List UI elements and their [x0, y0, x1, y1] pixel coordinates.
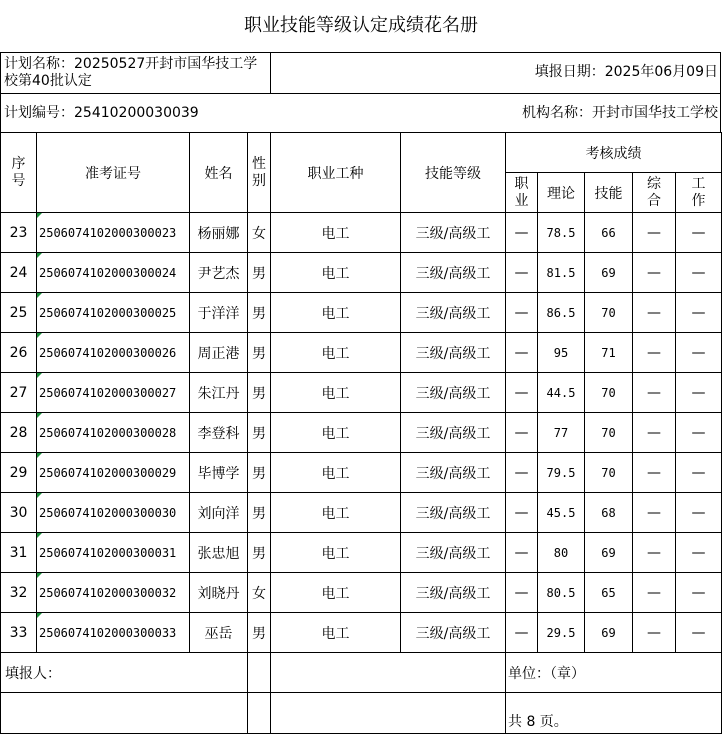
- cell-name: 尹艺杰: [190, 253, 248, 293]
- cell-level: 三级/高级工: [401, 573, 506, 613]
- cell-theory: 78.5: [538, 213, 585, 253]
- cell-gender: 男: [248, 493, 271, 533]
- cell-seq: 24: [1, 253, 37, 293]
- header-seq-text: 序号: [11, 155, 26, 189]
- cell-job: 电工: [271, 253, 401, 293]
- cell-theory: 44.5: [538, 373, 585, 413]
- cell-zonghe: —: [633, 213, 676, 253]
- cell-theory: 80.5: [538, 573, 585, 613]
- cell-theory: 81.5: [538, 253, 585, 293]
- cell-work: —: [676, 373, 722, 413]
- plan-name: 计划名称：20250527开封市国华技工学校第40批认定: [4, 56, 258, 89]
- page-count: 共 8 页。: [506, 693, 722, 734]
- cell-work: —: [676, 333, 722, 373]
- table-row: [1, 493, 722, 533]
- comment-marker-icon: [37, 613, 42, 618]
- fill-date: 填报日期：2025年06月09日: [534, 64, 718, 80]
- comment-marker-icon: [37, 493, 42, 498]
- cell-job: 电工: [271, 413, 401, 453]
- cell-name: 毕博学: [190, 453, 248, 493]
- cell-job: 电工: [271, 533, 401, 573]
- header-theory: 理论: [538, 173, 585, 213]
- cell-gender: 男: [248, 453, 271, 493]
- cell-name: 杨丽娜: [190, 213, 248, 253]
- table-row: [1, 453, 722, 493]
- cell-theory: 45.5: [538, 493, 585, 533]
- cell-gender: 男: [248, 413, 271, 453]
- cell-name: 刘晓丹: [190, 573, 248, 613]
- cell-name: 于洋洋: [190, 293, 248, 333]
- cell-job: 电工: [271, 613, 401, 653]
- cell-name: 周正港: [190, 333, 248, 373]
- cert-number-text: 2506074102000300024: [39, 265, 177, 280]
- header-zonghe: [633, 173, 676, 213]
- cert-number-text: 2506074102000300025: [39, 305, 177, 320]
- table-body: [1, 213, 722, 653]
- header-left-border: [0, 52, 1, 132]
- footer-blank-1: [248, 653, 271, 693]
- table-row: [1, 373, 722, 413]
- cell-job: 电工: [271, 493, 401, 533]
- cell-skill: 65: [585, 573, 633, 613]
- comment-marker-icon: [37, 213, 42, 218]
- footer-blank-2: [271, 653, 506, 693]
- cell-zonghe: —: [633, 253, 676, 293]
- cell-skill: 70: [585, 453, 633, 493]
- cell-job: 电工: [271, 453, 401, 493]
- cell-seq: 29: [1, 453, 37, 493]
- cell-zonghe: —: [633, 493, 676, 533]
- header-zonghe-text: 综合: [647, 175, 661, 209]
- cell-skill: 69: [585, 533, 633, 573]
- cell-level: 三级/高级工: [401, 413, 506, 453]
- cell-skill: 69: [585, 613, 633, 653]
- cell-job: 电工: [271, 293, 401, 333]
- cell-level: 三级/高级工: [401, 293, 506, 333]
- header-job: 职业工种: [271, 133, 401, 213]
- header-middle-divider: [0, 93, 721, 94]
- cert-number-text: 2506074102000300032: [39, 585, 177, 600]
- cell-seq: 23: [1, 213, 37, 253]
- header-right-border: [720, 52, 721, 132]
- cell-cert: [37, 413, 190, 453]
- comment-marker-icon: [37, 573, 42, 578]
- cell-zonghe: —: [633, 413, 676, 453]
- cell-theory: 29.5: [538, 613, 585, 653]
- cell-gender: 女: [248, 213, 271, 253]
- cell-name: 刘向洋: [190, 493, 248, 533]
- cell-cert: [37, 533, 190, 573]
- cert-number-text: 2506074102000300031: [39, 545, 177, 560]
- cell-skill: 70: [585, 373, 633, 413]
- reporter-label: 填报人：: [1, 653, 248, 693]
- cell-work: —: [676, 213, 722, 253]
- header-row-1: [1, 133, 722, 173]
- cell-skill: 71: [585, 333, 633, 373]
- cell-level: 三级/高级工: [401, 453, 506, 493]
- cell-level: 三级/高级工: [401, 493, 506, 533]
- table-row: [1, 333, 722, 373]
- cell-gender: 男: [248, 373, 271, 413]
- table-row: [1, 573, 722, 613]
- comment-marker-icon: [37, 293, 42, 298]
- cell-skill: 70: [585, 293, 633, 333]
- cell-cert: [37, 293, 190, 333]
- comment-marker-icon: [37, 253, 42, 258]
- table-row: [1, 213, 722, 253]
- cell-zonghe: —: [633, 373, 676, 413]
- cert-number-text: 2506074102000300030: [39, 505, 177, 520]
- plan-code: 计划编号：25410200030039: [4, 105, 199, 121]
- cell-seq: 30: [1, 493, 37, 533]
- cell-level: 三级/高级工: [401, 213, 506, 253]
- table-row: [1, 253, 722, 293]
- cell-skill: 70: [585, 413, 633, 453]
- cell-zhiye: —: [506, 493, 538, 533]
- cell-work: —: [676, 253, 722, 293]
- cell-zhiye: —: [506, 533, 538, 573]
- cell-work: —: [676, 413, 722, 453]
- header-top-border: [0, 52, 721, 53]
- cell-zhiye: —: [506, 613, 538, 653]
- cell-zhiye: —: [506, 453, 538, 493]
- cell-cert: [37, 213, 190, 253]
- cell-name: 李登科: [190, 413, 248, 453]
- cert-number-text: 2506074102000300028: [39, 425, 177, 440]
- cell-zhiye: —: [506, 293, 538, 333]
- page-title: 职业技能等级认定成绩花名册: [244, 15, 478, 36]
- cell-level: 三级/高级工: [401, 533, 506, 573]
- cell-seq: 27: [1, 373, 37, 413]
- cell-zhiye: —: [506, 333, 538, 373]
- cell-job: 电工: [271, 573, 401, 613]
- comment-marker-icon: [37, 453, 42, 458]
- cell-level: 三级/高级工: [401, 613, 506, 653]
- cell-zonghe: —: [633, 533, 676, 573]
- footer-row-2: [1, 693, 722, 734]
- cell-cert: [37, 613, 190, 653]
- header-cert: 准考证号: [37, 133, 190, 213]
- cell-zhiye: —: [506, 373, 538, 413]
- cell-work: —: [676, 613, 722, 653]
- plan-name-divider: [270, 52, 271, 93]
- cell-level: 三级/高级工: [401, 373, 506, 413]
- cell-zonghe: —: [633, 453, 676, 493]
- header-scores: 考核成绩: [506, 133, 722, 173]
- table-row: [1, 613, 722, 653]
- comment-marker-icon: [37, 413, 42, 418]
- cell-gender: 女: [248, 573, 271, 613]
- score-table: [0, 132, 722, 734]
- cell-zonghe: —: [633, 573, 676, 613]
- cell-cert: [37, 253, 190, 293]
- cell-name: 张忠旭: [190, 533, 248, 573]
- cell-theory: 79.5: [538, 453, 585, 493]
- comment-marker-icon: [37, 373, 42, 378]
- cell-cert: [37, 333, 190, 373]
- table-row: [1, 413, 722, 453]
- cell-theory: 80: [538, 533, 585, 573]
- cell-gender: 男: [248, 253, 271, 293]
- footer-blank-5: [271, 693, 506, 734]
- cell-cert: [37, 453, 190, 493]
- comment-marker-icon: [37, 533, 42, 538]
- cell-job: 电工: [271, 213, 401, 253]
- cell-zhiye: —: [506, 213, 538, 253]
- header-work-text: 工作: [691, 175, 706, 209]
- cert-number-text: 2506074102000300023: [39, 225, 177, 240]
- cell-zonghe: —: [633, 613, 676, 653]
- header-seq: [1, 133, 37, 213]
- cert-number-text: 2506074102000300033: [39, 625, 177, 640]
- header-gender: [248, 133, 271, 213]
- cell-level: 三级/高级工: [401, 333, 506, 373]
- cell-cert: [37, 493, 190, 533]
- org-name: 机构名称：开封市国华技工学校: [522, 105, 718, 121]
- cell-cert: [37, 573, 190, 613]
- cell-theory: 77: [538, 413, 585, 453]
- header-level: 技能等级: [401, 133, 506, 213]
- cell-zonghe: —: [633, 293, 676, 333]
- cell-skill: 69: [585, 253, 633, 293]
- cell-work: —: [676, 573, 722, 613]
- cell-work: —: [676, 453, 722, 493]
- header-name: 姓名: [190, 133, 248, 213]
- cell-work: —: [676, 293, 722, 333]
- cell-skill: 68: [585, 493, 633, 533]
- cell-name: 朱江丹: [190, 373, 248, 413]
- cell-seq: 28: [1, 413, 37, 453]
- cell-job: 电工: [271, 373, 401, 413]
- footer-blank-3: [1, 693, 248, 734]
- cell-work: —: [676, 533, 722, 573]
- cell-skill: 66: [585, 213, 633, 253]
- cell-zhiye: —: [506, 573, 538, 613]
- header-skill: 技能: [585, 173, 633, 213]
- footer-row-1: [1, 653, 722, 693]
- cell-theory: 86.5: [538, 293, 585, 333]
- comment-marker-icon: [37, 333, 42, 338]
- cell-job: 电工: [271, 333, 401, 373]
- cell-gender: 男: [248, 293, 271, 333]
- cell-seq: 25: [1, 293, 37, 333]
- cell-gender: 男: [248, 333, 271, 373]
- cert-number-text: 2506074102000300029: [39, 465, 177, 480]
- cell-seq: 26: [1, 333, 37, 373]
- unit-seal-label: 单位：（章）: [506, 653, 722, 693]
- cell-gender: 男: [248, 533, 271, 573]
- cell-level: 三级/高级工: [401, 253, 506, 293]
- table-row: [1, 293, 722, 333]
- cell-zonghe: —: [633, 333, 676, 373]
- cell-name: 巫岳: [190, 613, 248, 653]
- cell-seq: 31: [1, 533, 37, 573]
- cert-number-text: 2506074102000300027: [39, 385, 177, 400]
- cell-zhiye: —: [506, 413, 538, 453]
- cell-cert: [37, 373, 190, 413]
- cell-theory: 95: [538, 333, 585, 373]
- header-gender-text: 性别: [252, 155, 266, 189]
- header-zhiye-text: 职业: [514, 175, 529, 209]
- table-row: [1, 533, 722, 573]
- footer-blank-4: [248, 693, 271, 734]
- cell-gender: 男: [248, 613, 271, 653]
- cert-number-text: 2506074102000300026: [39, 345, 177, 360]
- header-zhiye: [506, 173, 538, 213]
- cell-zhiye: —: [506, 253, 538, 293]
- header-work: [676, 173, 722, 213]
- cell-work: —: [676, 493, 722, 533]
- cell-seq: 32: [1, 573, 37, 613]
- cell-seq: 33: [1, 613, 37, 653]
